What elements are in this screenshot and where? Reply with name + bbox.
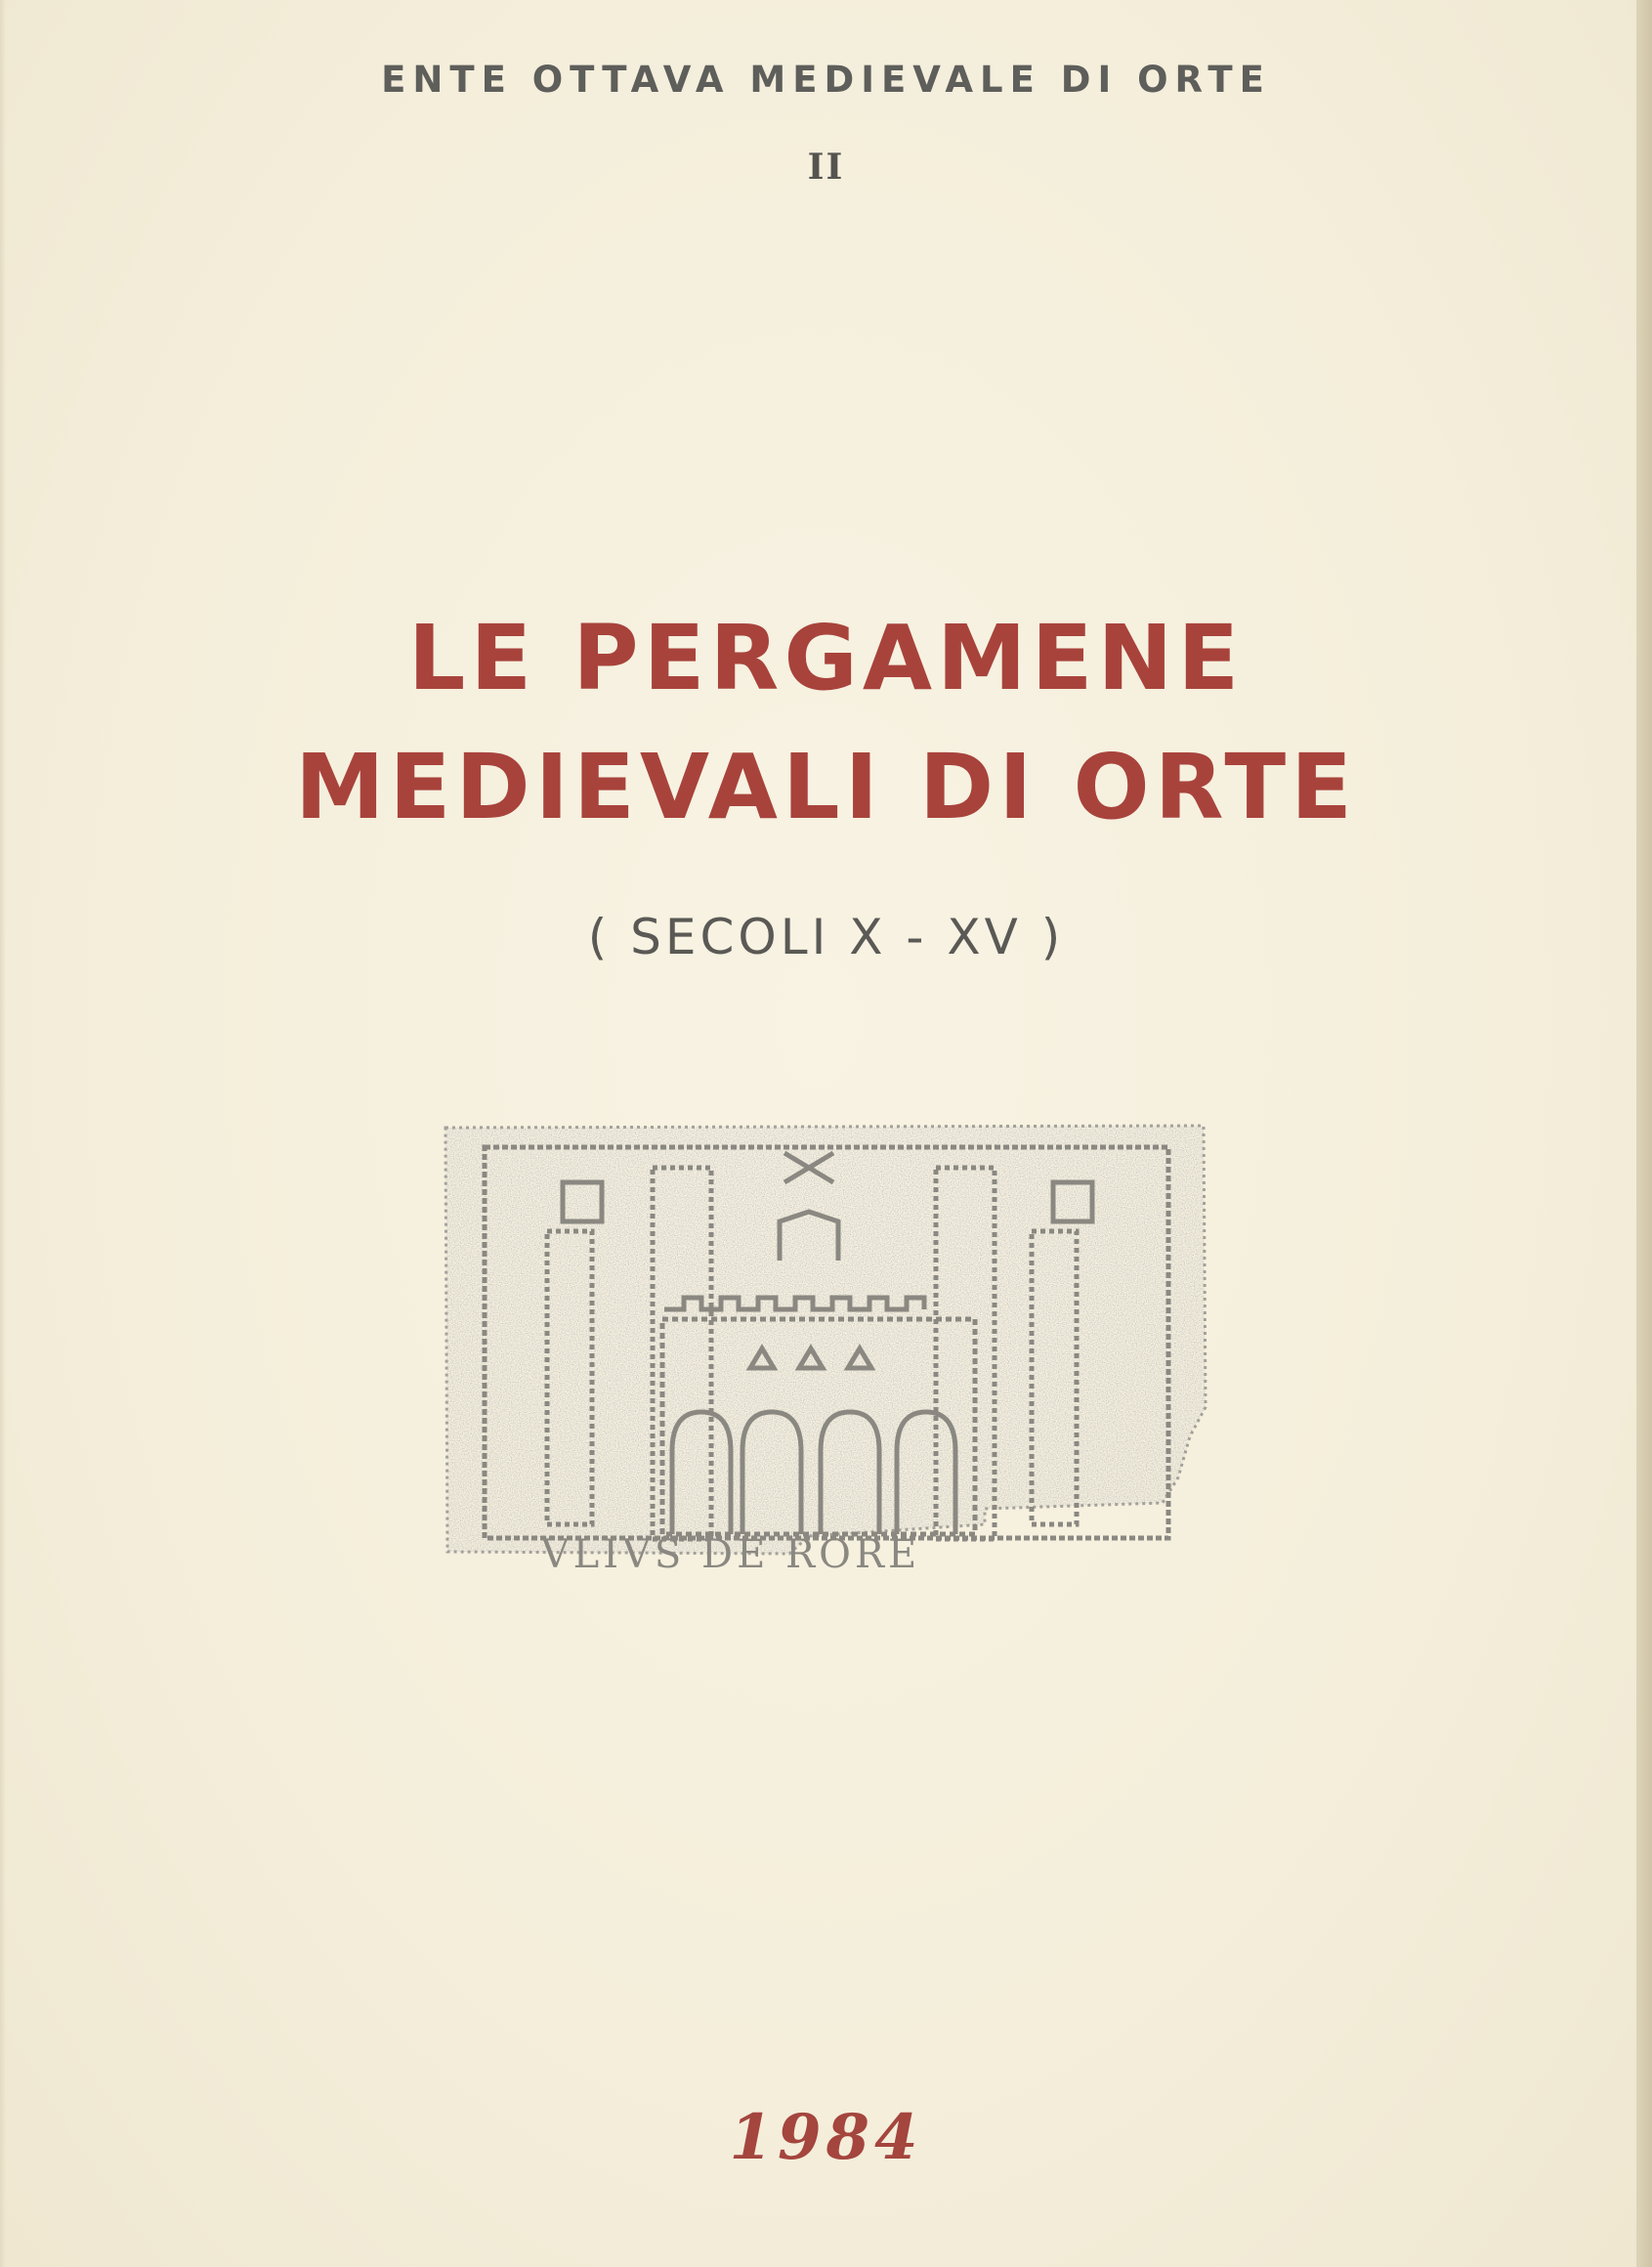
series-name: ENTE OTTAVA MEDIEVALE DI ORTE bbox=[381, 59, 1271, 101]
emblem-inscription: VLIVS DE RORE bbox=[540, 1532, 921, 1577]
volume-number: II bbox=[807, 147, 845, 188]
title-line-1: LE PERGAMENE bbox=[407, 606, 1245, 710]
castle-relief-emblem-icon bbox=[438, 1114, 1209, 1583]
cover-right-edge bbox=[1636, 0, 1652, 2267]
title-line-2: MEDIEVALI DI ORTE bbox=[294, 735, 1358, 839]
cover-left-edge bbox=[0, 0, 6, 2267]
subtitle-centuries: ( SECOLI X - XV ) bbox=[587, 909, 1065, 965]
publication-year: 1984 bbox=[729, 2101, 923, 2174]
